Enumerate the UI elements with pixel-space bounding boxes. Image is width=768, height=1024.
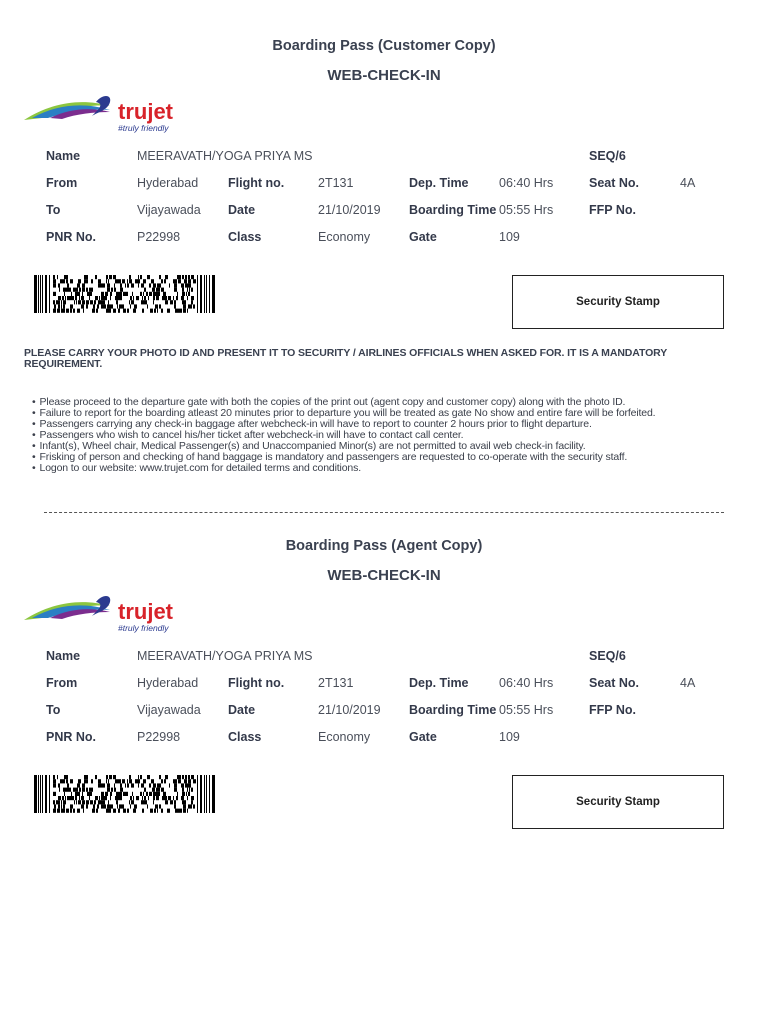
rules-list [32,397,655,474]
seat-value: 4A [680,176,696,190]
security-stamp-box: Security Stamp [512,775,724,829]
gate-label: Gate [409,730,437,744]
from-label: From [46,676,78,690]
flight-label: Flight no. [228,676,285,690]
logo-tagline: #truly friendly [118,623,169,633]
date-label: Date [228,203,256,217]
class-label: Class [228,730,262,744]
boarding-time-label: Boarding Time [409,703,497,717]
list-item: • Passengers carrying any check-in baggage after webcheck-in will have to report to counter 2 hours prior to flight departure. [32,419,655,430]
dep-time-label: Dep. Time [409,176,469,190]
pnr-value: P22998 [137,730,181,744]
to-value: Vijayawada [137,203,201,217]
seq-number: SEQ/6 [589,649,626,663]
boarding-time-value: 05:55 Hrs [499,203,554,217]
barcode [34,775,216,813]
page-subtitle: WEB-CHECK-IN [327,67,441,84]
list-item: • Frisking of person and checking of hand baggage is mandatory and passengers are requested to co-operate with the security staff. [32,452,655,463]
logo-tagline: #truly friendly [118,123,169,133]
customer-copy [0,0,768,330]
trujet-logo [22,592,212,634]
class-value: Economy [318,730,371,744]
page-title: Boarding Pass (Customer Copy) [272,38,496,54]
class-label: Class [228,230,262,244]
seq-number: SEQ/6 [589,149,626,163]
page-subtitle: WEB-CHECK-IN [327,567,441,584]
boarding-time-label: Boarding Time [409,203,497,217]
list-item: • Please proceed to the departure gate with both the copies of the print out (agent copy and customer copy) along with the photo ID. [32,397,655,408]
list-item: • Passengers who wish to cancel his/her ticket after webcheck-in will have to contact call center. [32,430,655,441]
gate-value: 109 [499,230,520,244]
date-value: 21/10/2019 [318,203,381,217]
class-value: Economy [318,230,371,244]
passenger-name: MEERAVATH/YOGA PRIYA MS [137,649,313,663]
gate-label: Gate [409,230,437,244]
passenger-name: MEERAVATH/YOGA PRIYA MS [137,149,313,163]
seat-value: 4A [680,676,696,690]
pnr-value: P22998 [137,230,181,244]
flight-label: Flight no. [228,176,285,190]
date-value: 21/10/2019 [318,703,381,717]
flight-value: 2T131 [318,176,354,190]
seat-label: Seat No. [589,676,640,690]
boarding-time-value: 05:55 Hrs [499,703,554,717]
to-label: To [46,203,61,217]
flight-value: 2T131 [318,676,354,690]
security-stamp-box: Security Stamp [512,275,724,329]
name-label: Name [46,149,81,163]
to-label: To [46,703,61,717]
seat-label: Seat No. [589,176,640,190]
from-value: Hyderabad [137,676,199,690]
from-label: From [46,176,78,190]
pnr-label: PNR No. [46,230,96,244]
dep-time-value: 06:40 Hrs [499,676,554,690]
logo-wordmark: trujet [118,99,173,124]
list-item: • Failure to report for the boarding atleast 20 minutes prior to departure you will be treated as gate No show and entire fare will be forfeited. [32,408,655,419]
dep-time-value: 06:40 Hrs [499,176,554,190]
logo-wordmark: trujet [118,599,173,624]
name-label: Name [46,649,81,663]
trujet-logo [22,92,212,134]
list-item: • Infant(s), Wheel chair, Medical Passenger(s) and Unaccompanied Minor(s) are not permitted to avail web check-in facility. [32,441,655,452]
agent-copy [0,500,768,830]
dep-time-label: Dep. Time [409,676,469,690]
pnr-label: PNR No. [46,730,96,744]
list-item: • Logon to our website: www.trujet.com for detailed terms and conditions. [32,463,655,474]
ffp-label: FFP No. [589,203,636,217]
photo-id-warning: PLEASE CARRY YOUR PHOTO ID AND PRESENT IT TO SECURITY / AIRLINES OFFICIALS WHEN ASKED FOR. IT IS A MANDATORY REQUIREMENT. [24,347,667,370]
to-value: Vijayawada [137,703,201,717]
gate-value: 109 [499,730,520,744]
page-title: Boarding Pass (Agent Copy) [285,538,483,554]
date-label: Date [228,703,256,717]
ffp-label: FFP No. [589,703,636,717]
barcode [34,275,216,313]
from-value: Hyderabad [137,176,199,190]
